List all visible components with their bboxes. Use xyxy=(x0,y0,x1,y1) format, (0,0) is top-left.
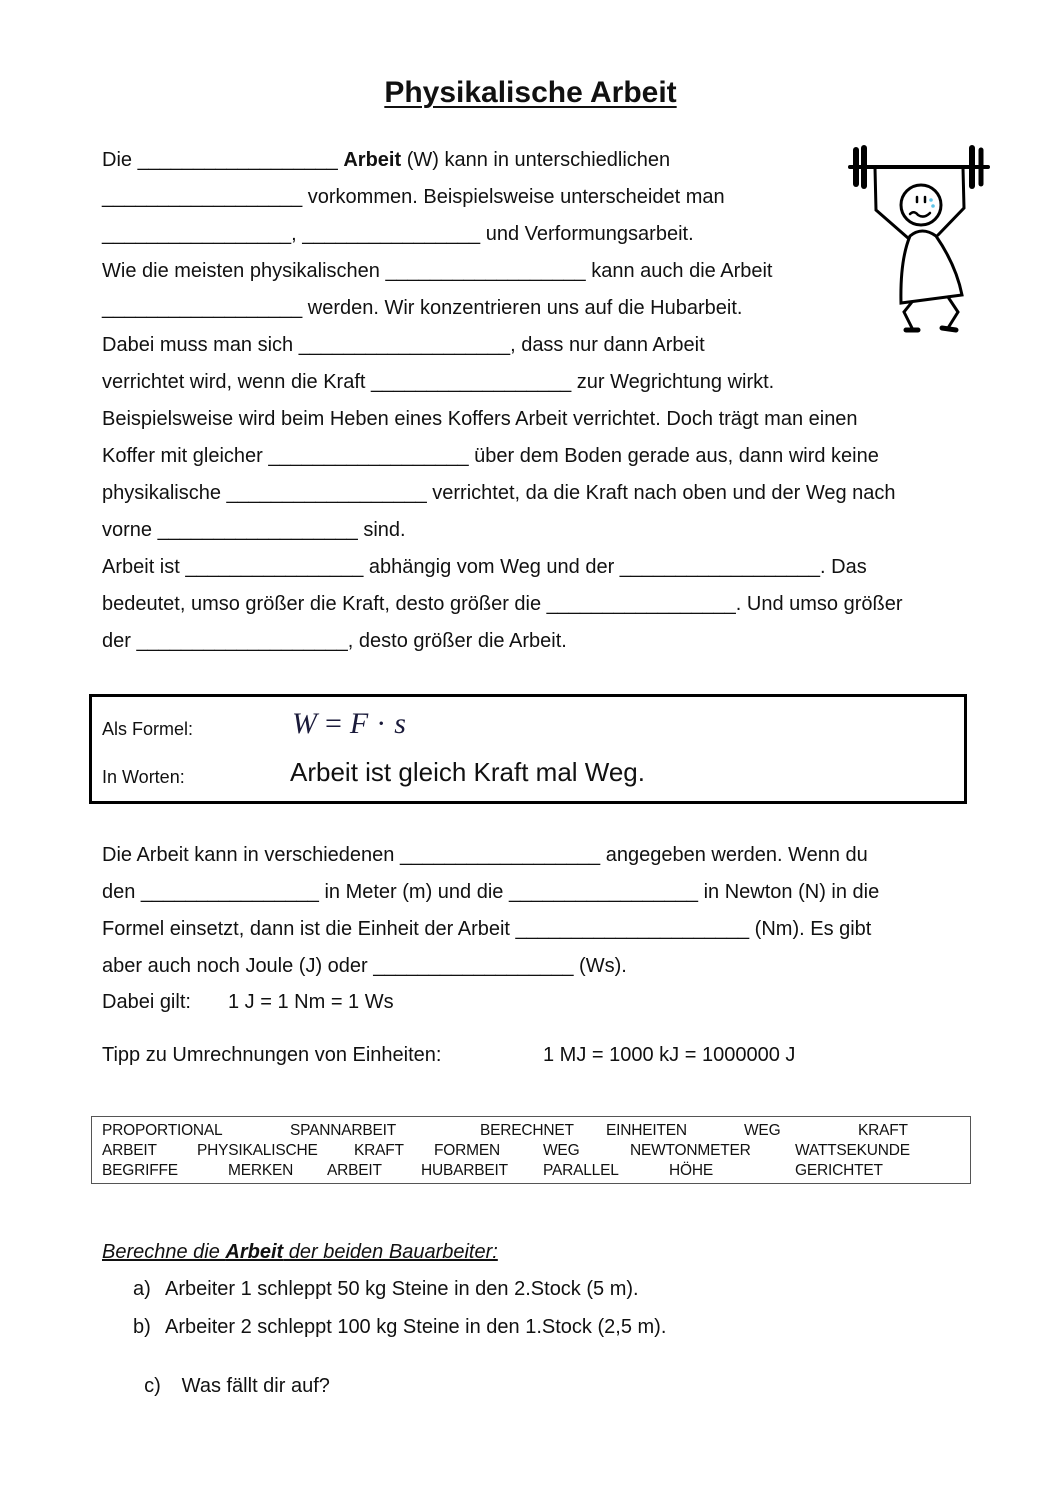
text-line-4: Wie die meisten physikalischen __________________ kann auch die Arbeit xyxy=(102,260,773,282)
formula-box xyxy=(89,694,967,804)
text-line-6: Dabei muss man sich ___________________, dass nur dann Arbeit xyxy=(102,334,705,356)
word-bank-item: HUBARBEIT xyxy=(421,1162,508,1179)
word-bank-item: MERKEN xyxy=(228,1162,294,1179)
text-line-8: Beispielsweise wird beim Heben eines Koffers Arbeit verrichtet. Doch trägt man einen xyxy=(102,408,858,430)
word-bank-item: WEG xyxy=(543,1142,580,1159)
weightlifter-stick-figure-icon xyxy=(838,140,998,340)
word-bank-item: NEWTONMETER xyxy=(630,1142,751,1159)
word-bank-item: ARBEIT xyxy=(102,1142,157,1159)
word-bank-item: KRAFT xyxy=(858,1122,908,1139)
task-item-b: b) Arbeiter 2 schleppt 100 kg Steine in den 1.Stock (2,5 m). xyxy=(133,1316,667,1338)
text-line-7: verrichtet wird, wenn die Kraft __________________ zur Wegrichtung wirkt. xyxy=(102,371,775,393)
units-line-2: den ________________ in Meter (m) und die _________________ in Newton (N) in die xyxy=(102,881,880,903)
text-line-3: _________________, ________________ und Verformungsarbeit. xyxy=(102,223,694,245)
units-line-4: aber auch noch Joule (J) oder __________________ (Ws). xyxy=(102,955,627,977)
tipp-label: Tipp zu Umrechnungen von Einheiten: xyxy=(102,1044,442,1066)
word-bank-row-1 xyxy=(92,1122,970,1142)
word-bank-item: GERICHTET xyxy=(795,1162,883,1179)
word-bank-item: WATTSEKUNDE xyxy=(795,1142,910,1159)
text-line-13: bedeutet, umso größer die Kraft, desto größer die _________________. Und umso größer xyxy=(102,593,903,615)
word-bank-item: SPANNARBEIT xyxy=(290,1122,397,1139)
word-bank-item: ARBEIT xyxy=(327,1162,382,1179)
units-line-3: Formel einsetzt, dann ist die Einheit der Arbeit _____________________ (Nm). Es gibt xyxy=(102,918,872,940)
word-bank-item: BERECHNET xyxy=(480,1122,574,1139)
page-title: Physikalische Arbeit xyxy=(384,76,677,109)
word-bank-row-3 xyxy=(92,1162,970,1182)
word-bank-item: PHYSIKALISCHE xyxy=(197,1142,318,1159)
text-line-10: physikalische __________________ verrichtet, da die Kraft nach oben und der Weg nach xyxy=(102,482,896,504)
text-line-2: __________________ vorkommen. Beispielsweise unterscheidet man xyxy=(102,186,725,208)
word-bank-item: BEGRIFFE xyxy=(102,1162,178,1179)
words-label: In Worten: xyxy=(102,767,185,787)
formula-in-words: Arbeit ist gleich Kraft mal Weg. xyxy=(290,757,645,787)
word-bank-item: EINHEITEN xyxy=(606,1122,687,1139)
word-bank xyxy=(91,1116,971,1184)
word-bank-item: PROPORTIONAL xyxy=(102,1122,223,1139)
text-line-9: Koffer mit gleicher __________________ über dem Boden gerade aus, dann wird keine xyxy=(102,445,879,467)
text-line-1: Die __________________ Arbeit (W) kann in unterschiedlichen xyxy=(102,149,671,171)
text-line-5: __________________ werden. Wir konzentrieren uns auf die Hubarbeit. xyxy=(102,297,743,319)
units-line-1: Die Arbeit kann in verschiedenen __________________ angegeben werden. Wenn du xyxy=(102,844,868,866)
task-item-a: a) Arbeiter 1 schleppt 50 kg Steine in den 2.Stock (5 m). xyxy=(133,1278,639,1300)
dabei-gilt-label: Dabei gilt: xyxy=(102,991,191,1013)
text-line-11: vorne __________________ sind. xyxy=(102,519,406,541)
formula: W = F · s xyxy=(292,707,406,740)
task-heading: Berechne die Arbeit der beiden Bauarbeiter: xyxy=(102,1241,498,1263)
text-line-14: der ___________________, desto größer die Arbeit. xyxy=(102,630,567,652)
word-bank-row-2 xyxy=(92,1142,970,1162)
dabei-gilt-value: 1 J = 1 Nm = 1 Ws xyxy=(228,991,394,1013)
word-bank-item: KRAFT xyxy=(354,1142,404,1159)
word-bank-item: PARALLEL xyxy=(543,1162,619,1179)
word-bank-item: FORMEN xyxy=(434,1142,500,1159)
word-bank-item: HÖHE xyxy=(669,1162,713,1179)
formula-label: Als Formel: xyxy=(102,719,194,739)
word-bank-item: WEG xyxy=(744,1122,781,1139)
task-item-c: c) Was fällt dir auf? xyxy=(144,1375,330,1397)
bold-arbeit: Arbeit xyxy=(343,149,402,171)
tipp-value: 1 MJ = 1000 kJ = 1000000 J xyxy=(543,1044,796,1066)
text-line-12: Arbeit ist ________________ abhängig vom Weg und der __________________. Das xyxy=(102,556,867,578)
